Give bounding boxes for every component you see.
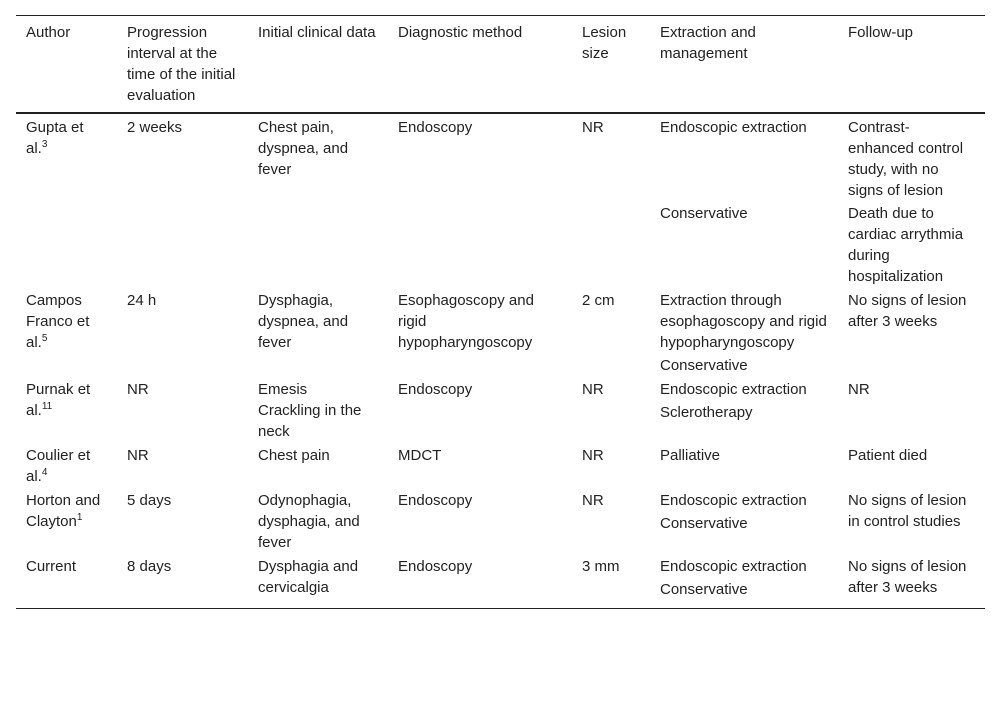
cell-size: NR	[582, 492, 604, 509]
cell-author	[16, 287, 117, 376]
clinical-item: Emesis	[258, 381, 308, 398]
cell-follow-up	[838, 442, 985, 487]
author-name: Coulier et al.	[26, 447, 91, 485]
cell-method: Endoscopy	[398, 492, 473, 509]
header-author: Author	[26, 24, 71, 41]
cell-follow-up	[838, 376, 985, 442]
cell-clinical: Chest pain	[258, 447, 330, 464]
cell-management	[650, 287, 838, 376]
cell-interval: NR	[127, 447, 149, 464]
cell-clinical: Dysphagia and cervicalgia	[258, 558, 359, 596]
cell-method: MDCT	[398, 447, 442, 464]
cell-interval: 2 weeks	[127, 119, 183, 136]
cell-size: NR	[582, 381, 604, 398]
clinical-item: Crackling in the neck	[258, 402, 362, 440]
follow-up-item: No signs of lesion after 3 weeks	[848, 292, 967, 330]
table-row	[16, 287, 985, 376]
table-row	[16, 376, 985, 442]
header-follow-up: Follow-up	[848, 24, 914, 41]
author-name: Campos Franco et al.	[26, 292, 90, 351]
cell-management	[650, 487, 838, 553]
cell-method: Endoscopy	[398, 558, 473, 575]
cell-author	[16, 113, 117, 287]
follow-up-item: No signs of lesion in control studies	[848, 492, 967, 530]
cell-size: 2 cm	[582, 292, 615, 309]
reference-number: 4	[41, 467, 48, 478]
cell-size: 3 mm	[582, 558, 620, 575]
cell-management	[650, 113, 838, 287]
table-row	[16, 553, 985, 609]
cell-management	[650, 376, 838, 442]
reference-number: 5	[41, 333, 48, 344]
reference-number: 11	[41, 401, 53, 412]
header-extraction-management: Extraction and management	[660, 24, 756, 62]
management-item: Endoscopic extraction	[660, 119, 807, 136]
management-item: Extraction through esophagoscopy and rigid hypopharyngoscopy	[660, 292, 827, 351]
cell-method: Endoscopy	[398, 119, 473, 136]
case-comparison-table	[16, 15, 985, 609]
header-diagnostic-method: Diagnostic method	[398, 24, 523, 41]
cell-method: Esophagoscopy and rigid hypopharyngoscopy	[398, 292, 534, 351]
follow-up-item: No signs of lesion after 3 weeks	[848, 558, 967, 596]
follow-up-item: Contrast-enhanced control study, with no signs of lesion	[848, 119, 964, 199]
cell-interval: 24 h	[127, 292, 157, 309]
management-item: Conservative	[660, 515, 748, 532]
table-row	[16, 442, 985, 487]
header-initial-clinical-data: Initial clinical data	[258, 24, 376, 41]
cell-author	[16, 442, 117, 487]
cell-size: NR	[582, 119, 604, 136]
header-lesion-size: Lesion size	[582, 24, 627, 62]
cell-clinical: Dysphagia, dyspnea, and fever	[258, 292, 349, 351]
cell-follow-up	[838, 287, 985, 376]
author-name: Current	[26, 558, 77, 575]
cell-interval: NR	[127, 381, 149, 398]
author-name: Gupta et al.	[26, 119, 84, 157]
management-item: Sclerotherapy	[660, 404, 753, 421]
header-row	[16, 16, 985, 114]
author-name: Horton and Clayton	[26, 492, 101, 530]
follow-up-item: Patient died	[848, 447, 928, 464]
cell-clinical	[248, 376, 388, 442]
cell-clinical: Odynophagia, dysphagia, and fever	[258, 492, 360, 551]
cell-clinical: Chest pain, dyspnea, and fever	[258, 119, 349, 178]
management-item: Palliative	[660, 447, 721, 464]
management-item: Conservative	[660, 581, 748, 598]
cell-interval: 8 days	[127, 558, 172, 575]
cell-size: NR	[582, 447, 604, 464]
cell-follow-up	[838, 487, 985, 553]
follow-up-item: Death due to cardiac arrythmia during hospitalization	[848, 205, 964, 285]
management-item: Conservative	[660, 357, 748, 374]
cell-follow-up	[838, 553, 985, 609]
cell-management	[650, 553, 838, 609]
author-name: Purnak et al.	[26, 381, 91, 419]
management-item: Endoscopic extraction	[660, 381, 807, 398]
cell-author	[16, 553, 117, 609]
table-row	[16, 113, 985, 287]
case-comparison-table-container	[16, 15, 985, 609]
cell-management	[650, 442, 838, 487]
management-item: Conservative	[660, 205, 748, 222]
header-progression-interval: Progression interval at the time of the initial evaluation	[127, 24, 236, 104]
management-item: Endoscopic extraction	[660, 558, 807, 575]
reference-number: 1	[76, 512, 83, 523]
cell-method: Endoscopy	[398, 381, 473, 398]
management-item: Endoscopic extraction	[660, 492, 807, 509]
cell-interval: 5 days	[127, 492, 172, 509]
table-row	[16, 487, 985, 553]
cell-author	[16, 376, 117, 442]
follow-up-item: NR	[848, 381, 870, 398]
cell-author	[16, 487, 117, 553]
cell-follow-up	[838, 113, 985, 287]
reference-number: 3	[41, 139, 48, 150]
